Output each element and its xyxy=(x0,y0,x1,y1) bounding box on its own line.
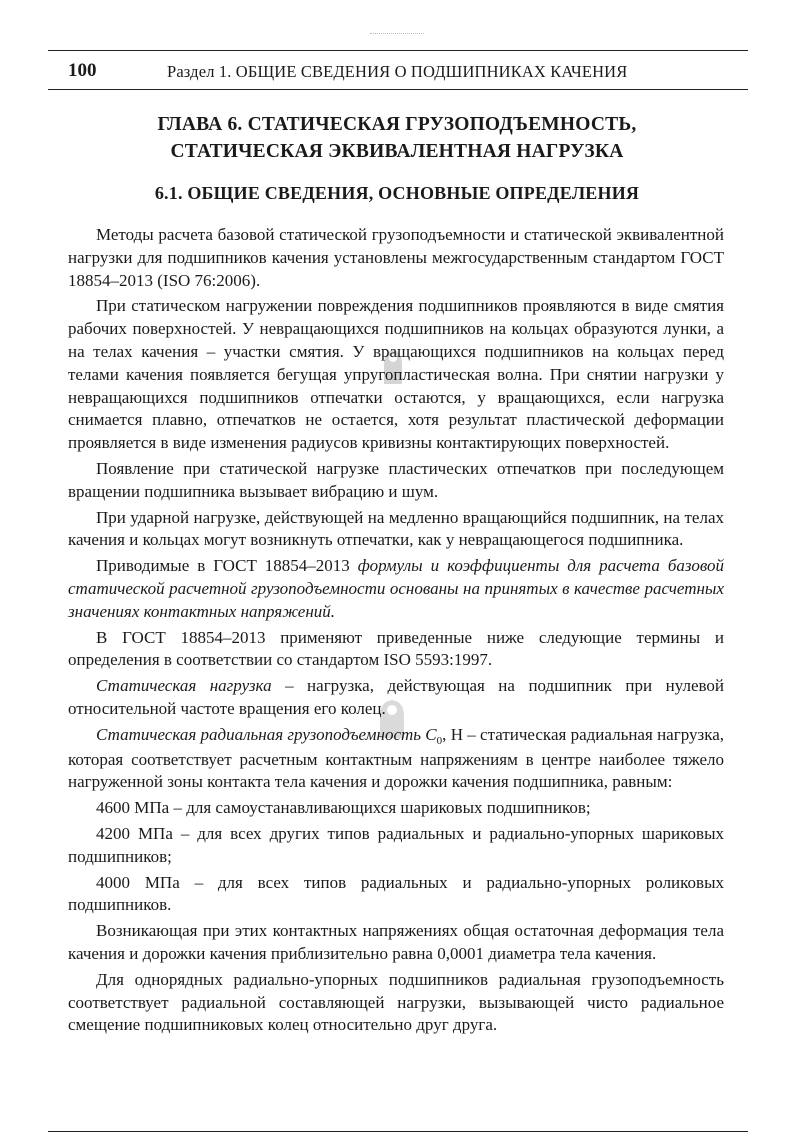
page-number: 100 xyxy=(68,60,97,81)
list-item: 4000 МПа – для всех типов радиальных и радиально-упорных роликовых подшипников. xyxy=(68,872,724,915)
subscript: 0 xyxy=(436,734,443,747)
chapter-title-line-2: СТАТИЧЕСКАЯ ЭКВИВАЛЕНТНАЯ НАГРУЗКА xyxy=(170,141,624,162)
top-rule xyxy=(48,50,748,51)
bottom-rule xyxy=(48,1131,748,1132)
paragraph-lead: Приводимые в ГОСТ 18854–2013 xyxy=(96,556,358,576)
definition-paragraph xyxy=(68,675,724,721)
paragraph: Для однорядных радиально-упорных подшипников радиальная грузоподъемность соответствует радиальной составляющей нагрузки, вызывающей чисто радиальное смещение подшипниковых колец относительно друг друга. xyxy=(68,969,724,1035)
section-title: 6.1. ОБЩИЕ СВЕДЕНИЯ, ОСНОВНЫЕ ОПРЕДЕЛЕНИЯ xyxy=(154,183,640,203)
list-item: 4200 МПа – для всех других типов радиальных и радиально-упорных шариковых подшипников; xyxy=(68,823,724,866)
paragraph: Появление при статической нагрузке пластических отпечатков при последующем вращении подшипника вызывает вибрацию и шум. xyxy=(68,458,724,501)
paragraph-emphasis: формулы и коэффициенты для расчета базовой статической расчетной грузоподъемности основаны на принятых в качестве расчетных значениях контактных напряжений. xyxy=(68,556,724,621)
paragraph: В ГОСТ 18854–2013 применяют приведенные ниже следующие термины и определения в соответствии со стандартом ISO 5593:1997. xyxy=(68,627,724,670)
paragraph: При ударной нагрузке, действующей на медленно вращающийся подшипник, на телах качения и кольцах могут возникнуть отпечатки, как у невращающегося подшипника. xyxy=(68,507,724,550)
paragraph xyxy=(68,555,724,623)
list-item: 4600 МПа – для самоустанавливающихся шариковых подшипников; xyxy=(96,798,591,818)
defined-term: Статическая нагрузка xyxy=(96,676,272,696)
paragraph: Возникающая при этих контактных напряжениях общая остаточная деформация тела качения и дорожки качения приблизительно равна 0,0001 диаметра тела качения. xyxy=(68,921,724,963)
running-title: Раздел 1. ОБЩИЕ СВЕДЕНИЯ О ПОДШИПНИКАХ КАЧЕНИЯ xyxy=(167,62,628,81)
header-rule xyxy=(48,89,748,90)
defined-term: Статическая радиальная грузоподъемность C xyxy=(96,724,437,744)
chapter-title-line-1: ГЛАВА 6. СТАТИЧЕСКАЯ ГРУЗОПОДЪЕМНОСТЬ, xyxy=(157,114,637,135)
paragraph: При статическом нагружении повреждения подшипников проявляются в виде смятия рабочих поверхностей. У невращающихся подшипников на кольцах образуются лунки, а на телах качения – участки смятия. У вращающихся подшипников на кольцах перед телами качения появляется бегущая упругопластическая волна. При снятии нагрузки у невращающихся подшипников отпечатки остаются, у вращающихся, если нагрузка снимается плавно, отпечатков не остается, хотя результат пластической деформации проявляется в виде изменения радиусов кривизны контактирующих поверхностей. xyxy=(68,296,724,453)
top-crop-mark xyxy=(370,33,424,36)
chapter-title xyxy=(70,111,724,165)
page-header xyxy=(48,58,748,88)
definition-text: – нагрузка, действующая на подшипник при нулевой относительной частоте вращения его колец. xyxy=(68,676,725,718)
definition-paragraph xyxy=(68,724,724,794)
definition-text: , Н – статическая радиальная нагрузка, которая соответствует расчетным контактным напряжениям в центре наиболее тяжело нагруженной зоны контакта тела качения и дорожки качения подшипника, равным: xyxy=(68,724,724,792)
body-text xyxy=(68,224,724,1037)
paragraph: Методы расчета базовой статической грузоподъемности и статической эквивалентной нагрузки для подшипников качения установлены межгосударственным стандартом ГОСТ 18854–2013 (ISO 76:2006). xyxy=(68,225,724,290)
